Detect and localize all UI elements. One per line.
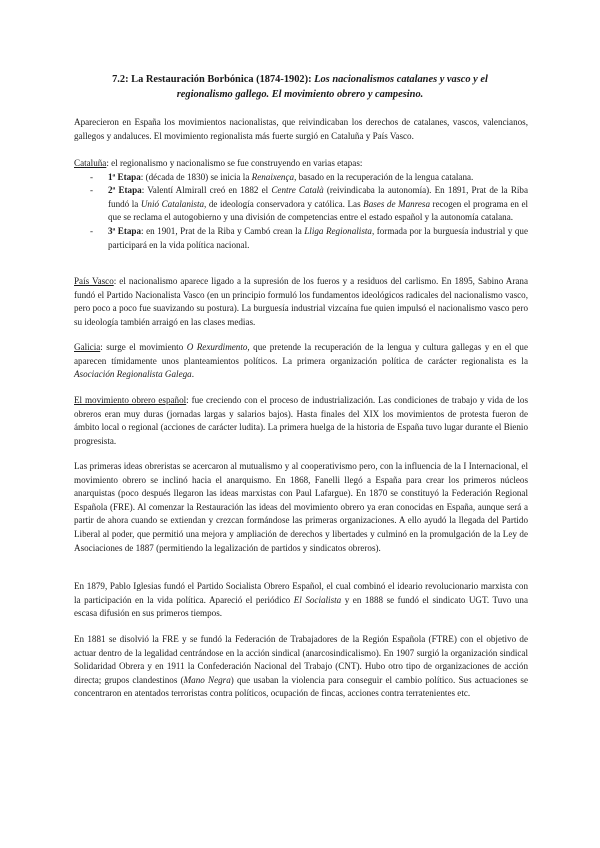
psoe-paragraph [74,580,528,621]
stage-text: , basado en la recuperación de la lengua catalana. [294,171,474,182]
cataluna-label: Cataluña [74,158,107,168]
title-rest: Los nacionalismos catalanes y vasco y el regionalismo gallego. El movimiento obrero y campesino. [176,74,488,100]
stage-label: 2ª Etapa [108,185,142,196]
stage-italic: Renaixença [251,171,295,182]
stage-item [74,225,528,252]
galicia-text: que pretende la recuperación de la lengua y cultura gallegas y en el que aparecen tímidamente unos planteamientos políticos. La primera organización política de carácter regionalista es la [74,342,528,366]
stage-text: : en 1901, Prat de la Riba y Cambó crean la [141,225,305,236]
stage-text: , formada por la burguesía industrial y que participará en la vida política nacional. [108,225,528,250]
page-title [90,72,510,102]
stage-item [74,184,528,225]
obrero-text: : fue creciendo con el proceso de industrialización. Las condiciones de trabajo y vida de los obreros eran muy duras (jornadas largas y salarios bajos). Hasta finales del XIX los movimientos de protesta fueron de ámbito local o regional (acciones de carácter ludita). La primera huelga de la historia de España tuvo lugar durante el Bienio progresista. [74,395,528,446]
ftre-paragraph [74,633,528,701]
psoe-italic: El Socialista [293,594,342,605]
stage-item [74,171,528,185]
stage-text: (reivindicaba la autonomía). En 1891, Prat de la Riba fundó la [108,185,529,209]
obrero-label: El movimiento obrero español [74,395,187,405]
stage-italic: Bases de Manresa [363,198,431,209]
cataluna-section [74,157,528,252]
obrero-paragraph [74,394,528,448]
ftre-italic: Mano Negra [183,674,231,685]
intro-paragraph: Aparecieron en España los movimientos nacionalistas, que reivindicaban los derechos de catalanes, vascos, valencianos, gallegos y andaluces. El movimiento regionalista más fuerte surgió en Cataluña y País Vasco. [74,117,528,141]
stage-text: : (década de 1830) se inicia la [140,171,252,182]
list-dash: - [90,185,94,196]
list-dash: - [90,171,94,182]
stage-text: , de ideología conservadora y católica. Las [204,198,364,209]
stage-italic: Lliga Regionalista [304,225,372,236]
galicia-paragraph [74,341,528,382]
ideas-paragraph: Las primeras ideas obreristas se acercaron al mutualismo y al cooperativismo pero, con la influencia de la I Internacional, el movimiento obrero se inclinó hacia el anarquismo. En 1868, Fanelli llegó a España para crear los primeros núcleos anarquistas (poco después llegaron las ideas marxistas con Paul Lafargue). En 1870 se constituyó la Federación Regional Española (FRE). Al comenzar la Restauración las ideas del movimiento obrero ya eran conocidas en España, aunque será a partir de ahora cuando se extiendan y crezcan formándose las primeras organizaciones. A ello ayudó la llegada del Partido Liberal al poder, que permitió una mejora y ampliación de derechos y libertades y culminó en la promulgación de la Ley de Asociaciones de 1887 (permitiendo la legalización de partidos y sindicatos obreros). [74,461,528,553]
stage-label: 1ª Etapa [108,171,141,182]
psoe-text: y en 1888 se fundó el sindicato UGT. Tuvo una escasa difusión en sus primeros tiempos. [74,594,528,619]
stage-label: 3ª Etapa [108,225,142,236]
galicia-italic: Asociación Regionalista Galega [74,369,192,380]
pais-vasco-paragraph [74,275,528,329]
ftre-text: En 1881 se disolvió la FRE y se fundó la Federación de Trabajadores de la Región Española (FTRE) con el objetivo de actuar dentro de la legalidad centrándose en la acción sindical (anarcosindicalismo). En 1907 surgió la organización sindical Solidaridad Obrera y en 1911 la Confederación Nacional del Trabajo (CNT). Hubo otro tipo de organizaciones de acción directa; grupos clandestinos ( [74,634,528,685]
pais-vasco-text: : el nacionalismo aparece ligado a la supresión de los fueros y a residuos del carlismo. En 1895, Sabino Arana fundó el Partido Nacionalista Vasco (en un principio formuló los fundamentos ideológicos radicales del nacionalismo vasco, pero poco a poco fue suavizando su postura). La burguesía industrial vizcaína fue quien impulsó el nacionalismo vasco pero su ideología también arraigó en las clases medias. [74,276,528,327]
stage-text: recogen el programa en el que se reclama el autogobierno y una división de competencias entre el estado español y la autonomía catalana. [108,198,529,223]
stage-text: : Valentí Almirall creó en 1882 el [141,185,272,196]
psoe-text: En 1879, Pablo Iglesias fundó el Partido Socialista Obrero Español, el cual combinó el ideario revolucionario marxista con la participación en la vida política. Apareció el periódico [74,581,528,605]
galicia-text: : surge el movimiento [100,342,187,352]
galicia-label: Galicia [74,342,101,352]
cataluna-text: : el regionalismo y nacionalismo se fue construyendo en varias etapas: [106,158,363,168]
stage-italic: Unió Catalanista [140,198,205,209]
title-lead: 7.2: La Restauración Borbónica (1874-1902): [112,74,315,85]
galicia-text: . [191,369,194,380]
ftre-text: ) que usaban la violencia para conseguir el cambio político. Sus actuaciones se concentraron en atentados terroristas contra políticos, ocupación de fincas, acciones contra terratenientes etc. [74,674,528,699]
galicia-italic: O Rexurdimento, [186,342,250,352]
cataluna-stages [74,171,528,253]
stage-italic: Centre Català [271,185,324,196]
list-dash: - [90,225,94,236]
pais-vasco-label: País Vasco [74,276,114,286]
